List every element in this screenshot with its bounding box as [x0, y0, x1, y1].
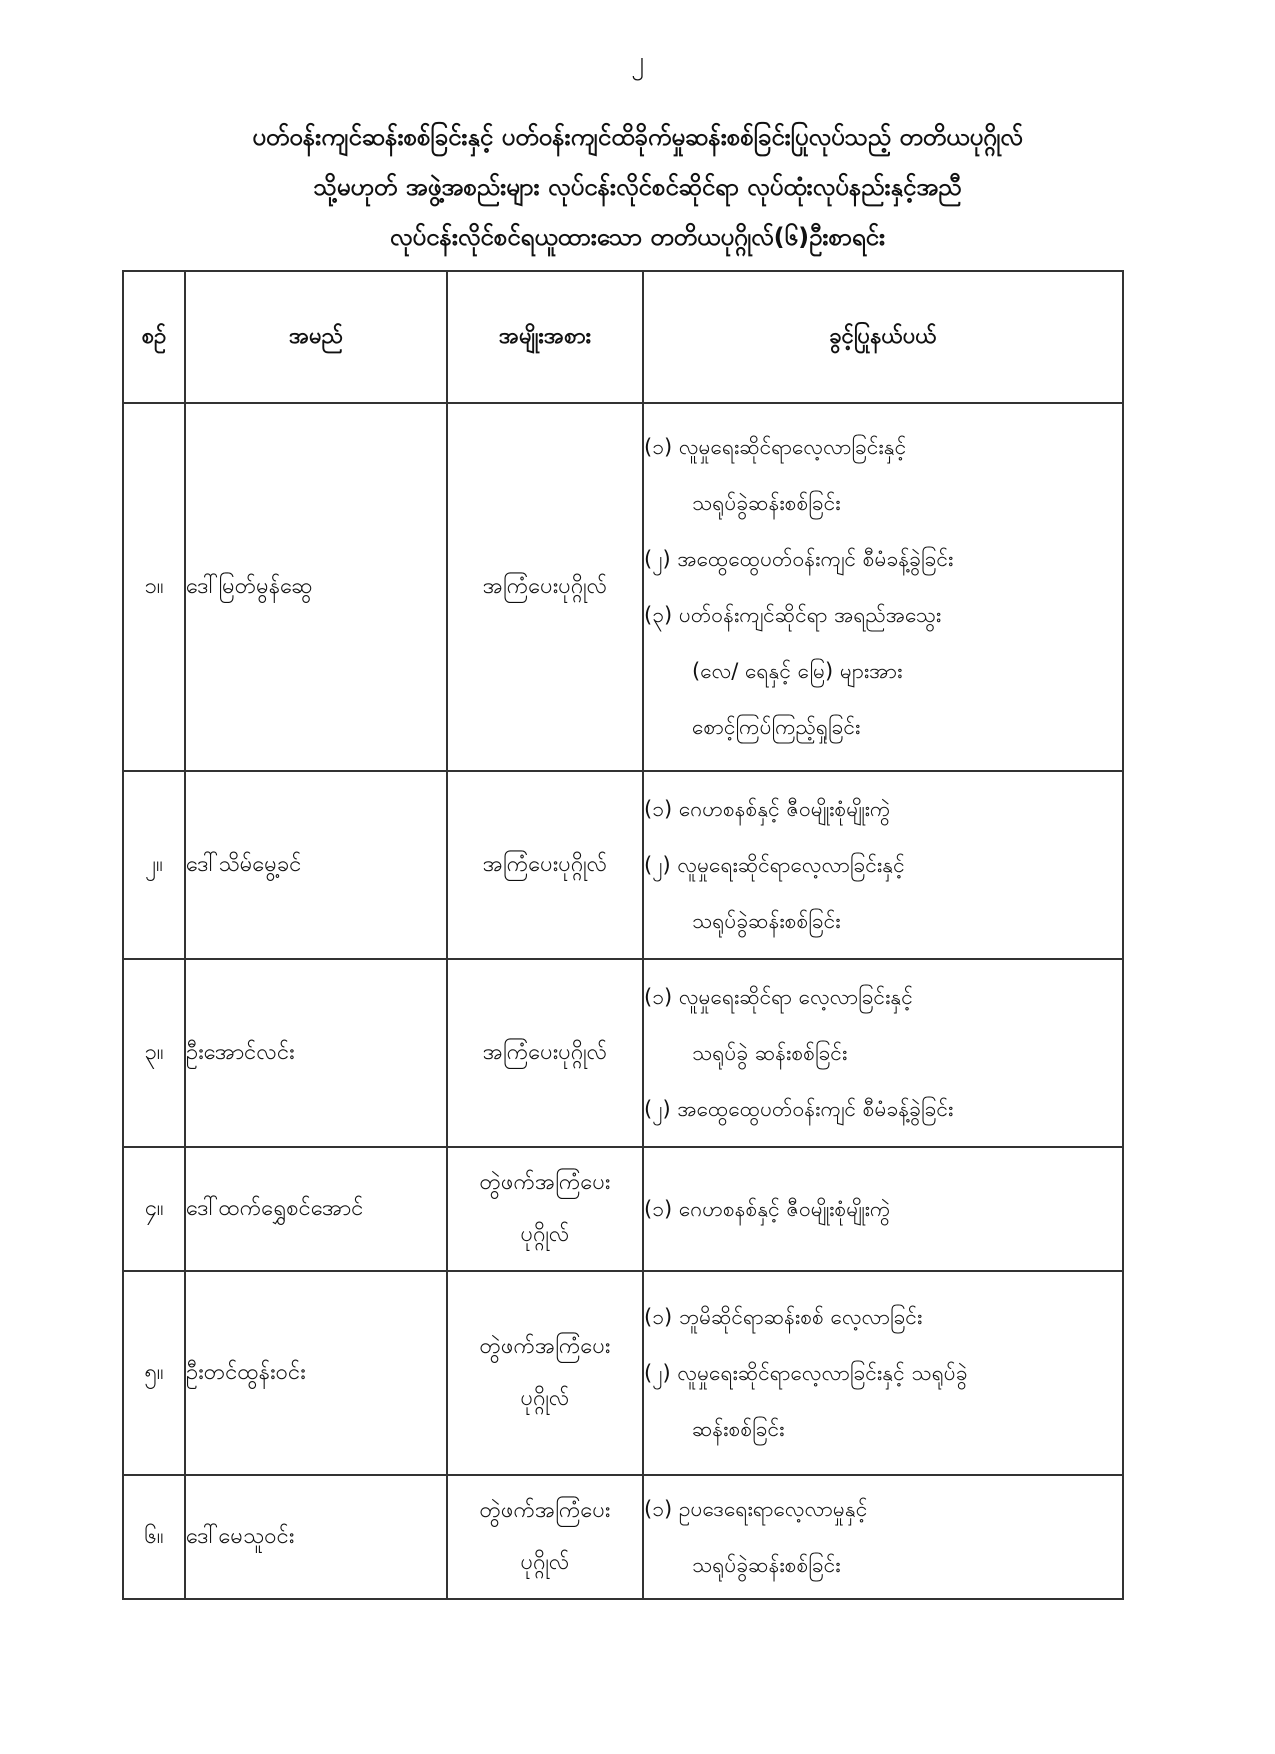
scope-line: (လေ/ ရေနှင့် မြေ) များအား: [692, 659, 903, 683]
type-line: ပုဂ္ဂိုလ်: [520, 1222, 570, 1247]
scope-line: ဆန်းစစ်ခြင်း: [692, 1417, 785, 1441]
scope-line: (၂) အထွေထွေပတ်ဝန်းကျင် စီမံခန့်ခွဲခြင်း: [644, 547, 954, 571]
row-scope: [643, 771, 1123, 959]
type-line: ပုဂ္ဂိုလ်: [520, 1550, 570, 1575]
document-title: [140, 112, 1135, 262]
scope-line: သရုပ်ခွဲ ဆန်းစစ်ခြင်း: [692, 1041, 848, 1065]
table-row: [123, 1475, 1123, 1599]
row-scope: [643, 1271, 1123, 1475]
title-line-1: ပတ်ဝန်းကျင်ဆန်းစစ်ခြင်းနှင့် ပတ်ဝန်းကျင်ထိခိုက်မှုဆန်းစစ်ခြင်းပြုလုပ်သည့် တတိယပုဂ္ဂိုလ်: [252, 123, 1023, 151]
row-name: ဦးအောင်လင်း: [185, 959, 447, 1147]
row-name: ဒေါ်မြတ်မွန်ဆွေ: [185, 403, 447, 771]
row-number: ၂။: [123, 771, 185, 959]
table-row: [123, 1271, 1123, 1475]
scope-line: (၁) လူမှုရေးဆိုင်ရာလေ့လာခြင်းနှင့်: [644, 435, 907, 459]
row-name: ဒေါ်မေသူဝင်း: [185, 1475, 447, 1599]
scope-line: စောင့်ကြပ်ကြည့်ရှုခြင်း: [692, 715, 861, 739]
title-line-3: လုပ်ငန်းလိုင်စင်ရယူထားသော တတိယပုဂ္ဂိုလ်(၆)ဦးစာရင်း: [389, 223, 886, 251]
type-line: တွဲဖက်အကြံပေး: [479, 1170, 611, 1195]
table-row: [123, 771, 1123, 959]
header-type: အမျိုးအစား: [447, 271, 643, 403]
scope-line: (၁) ဥပဒေရေးရာလေ့လာမှုနှင့်: [644, 1497, 868, 1521]
row-number: ၃။: [123, 959, 185, 1147]
table-header-row: [123, 271, 1123, 403]
scope-line: (၃) ပတ်ဝန်းကျင်ဆိုင်ရာ အရည်အသွေး: [644, 603, 942, 627]
title-line-2: သို့မဟုတ် အဖွဲ့အစည်းများ လုပ်ငန်းလိုင်စင်ဆိုင်ရာ လုပ်ထုံးလုပ်နည်းနှင့်အညီ: [313, 173, 962, 201]
row-type: [447, 1475, 643, 1599]
table-row: [123, 403, 1123, 771]
row-number: ၁။: [123, 403, 185, 771]
type-line: အကြံပေးပုဂ္ဂိုလ်: [482, 1040, 608, 1065]
row-number: ၅။: [123, 1271, 185, 1475]
type-line: အကြံပေးပုဂ္ဂိုလ်: [482, 852, 608, 877]
header-no: စဉ်: [123, 271, 185, 403]
type-line: တွဲဖက်အကြံပေး: [479, 1334, 611, 1359]
row-number: ၄။: [123, 1147, 185, 1271]
row-scope: [643, 1147, 1123, 1271]
scope-line: (၁) ဂေဟစနစ်နှင့် ဇီဝမျိုးစုံမျိုးကွဲ: [644, 797, 891, 821]
licensed-persons-table: [122, 270, 1124, 1600]
row-type: [447, 403, 643, 771]
row-type: [447, 959, 643, 1147]
scope-line: သရုပ်ခွဲဆန်းစစ်ခြင်း: [692, 909, 841, 933]
table-row: [123, 959, 1123, 1147]
scope-line: (၂) လူမှုရေးဆိုင်ရာလေ့လာခြင်းနှင့် သရုပ်ခွဲ: [644, 1361, 968, 1385]
row-name: ဦးတင်ထွန်းဝင်း: [185, 1271, 447, 1475]
row-type: [447, 1147, 643, 1271]
header-name: အမည်: [185, 271, 447, 403]
scope-line: (၁) လူမှုရေးဆိုင်ရာ လေ့လာခြင်းနှင့်: [644, 985, 913, 1009]
type-line: တွဲဖက်အကြံပေး: [479, 1498, 611, 1523]
scope-line: (၂) လူမှုရေးဆိုင်ရာလေ့လာခြင်းနှင့်: [644, 853, 905, 877]
header-scope: ခွင့်ပြုနယ်ပယ်: [643, 271, 1123, 403]
scope-line: (၂) အထွေထွေပတ်ဝန်းကျင် စီမံခန့်ခွဲခြင်း: [644, 1097, 954, 1121]
row-name: ဒေါ်ထက်ရွှေစင်အောင်: [185, 1147, 447, 1271]
type-line: ပုဂ္ဂိုလ်: [520, 1386, 570, 1411]
row-scope: [643, 1475, 1123, 1599]
scope-line: (၁) ဂေဟစနစ်နှင့် ဇီဝမျိုးစုံမျိုးကွဲ: [644, 1197, 891, 1221]
type-line: အကြံပေးပုဂ္ဂိုလ်: [482, 574, 608, 599]
row-scope: [643, 403, 1123, 771]
row-type: [447, 1271, 643, 1475]
scope-line: သရုပ်ခွဲဆန်းစစ်ခြင်း: [692, 1553, 841, 1577]
row-type: [447, 771, 643, 959]
scope-line: သရုပ်ခွဲဆန်းစစ်ခြင်း: [692, 491, 841, 515]
table-row: [123, 1147, 1123, 1271]
page-number: ၂: [631, 46, 644, 76]
row-scope: [643, 959, 1123, 1147]
row-number: ၆။: [123, 1475, 185, 1599]
row-name: ဒေါ်သိမ်မွေ့ခင်: [185, 771, 447, 959]
scope-line: (၁) ဘူမိဆိုင်ရာဆန်းစစ် လေ့လာခြင်း: [644, 1305, 923, 1329]
